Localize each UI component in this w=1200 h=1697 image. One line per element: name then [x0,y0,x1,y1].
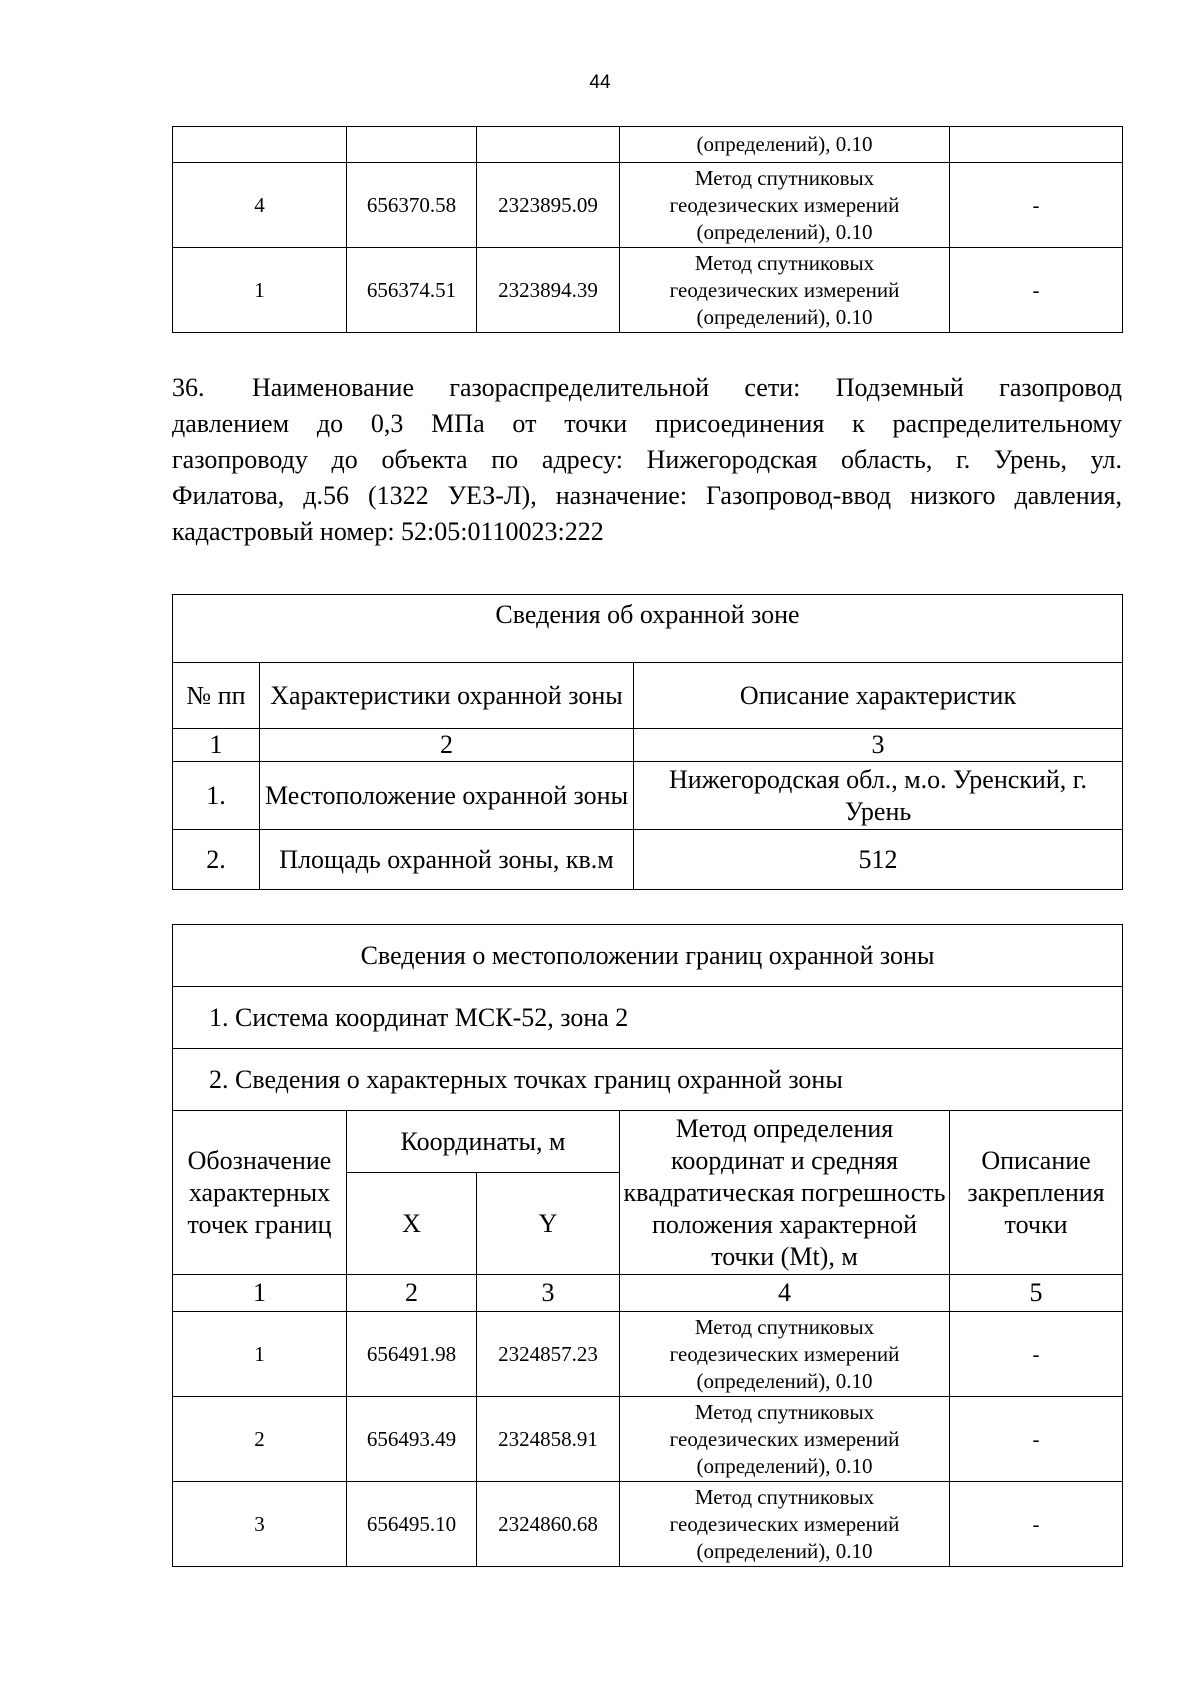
table-row [173,163,1123,248]
coordinates-table-continued [172,126,1123,333]
method-line: (определений), 0.10 [696,304,873,329]
table-row [173,248,1123,333]
header-points: Обозначение характерных точек границ [173,1111,347,1275]
point-cell: 4 [173,163,347,248]
header-cell: Описание характеристик [634,663,1123,729]
desc-cell: - [950,1397,1123,1482]
coordinate-system: 1. Система координат МСК-52, зона 2 [173,987,1123,1049]
col-number: 3 [634,729,1123,762]
table-row [173,1397,1123,1482]
paragraph-line: Филатова, д.56 (1322 УЕЗ-Л), назначение: Газопровод-ввод низкого давления, [172,481,1122,510]
method-line: Метод спутниковых [694,1314,875,1339]
table-row [173,1482,1123,1567]
method-cell [620,1482,950,1567]
col-number: 3 [477,1275,620,1312]
x-cell: 656374.51 [347,248,477,333]
point-cell [173,127,347,163]
method-line: (определений), 0.10 [696,1538,873,1563]
desc-cell: - [950,163,1123,248]
section-paragraph [172,370,1122,550]
description-cell: Нижегородская обл., м.о. Уренский, г. Урень [634,762,1123,830]
point-cell: 1 [173,248,347,333]
row-number: 2. [173,830,260,890]
method-cell [620,1397,950,1482]
desc-cell: - [950,1482,1123,1567]
method-cell [620,127,950,163]
method-cell [620,163,950,248]
y-cell: 2324858.91 [477,1397,620,1482]
point-cell: 2 [173,1397,347,1482]
y-cell: 2324857.23 [477,1312,620,1397]
table-row [173,127,1123,163]
col-number: 1 [173,729,260,762]
method-line: (определений), 0.10 [696,1453,873,1478]
method-line: (определений), 0.10 [696,219,873,244]
y-cell: 2323894.39 [477,248,620,333]
x-cell [347,127,477,163]
x-cell: 656491.98 [347,1312,477,1397]
table-row [173,830,1123,890]
method-cell [620,248,950,333]
method-line: (определений), 0.10 [696,1368,873,1393]
method-line: Метод спутниковых [694,1399,875,1424]
y-cell: 2323895.09 [477,163,620,248]
characteristic-cell: Площадь охранной зоны, кв.м [260,830,634,890]
method-line: Метод спутниковых [694,1484,875,1509]
page-number: 44 [589,72,611,93]
zone-boundaries-table [172,924,1123,1567]
table-header-row [173,663,1123,729]
y-cell: 2324860.68 [477,1482,620,1567]
col-number: 2 [260,729,634,762]
table-row [173,1312,1123,1397]
paragraph-line: газопроводу до объекта по адресу: Нижегородская область, г. Урень, ул. [172,445,1122,474]
column-number-row [173,1275,1123,1312]
col-number: 1 [173,1275,347,1312]
desc-cell: - [950,248,1123,333]
header-coords: Координаты, м [347,1111,620,1173]
col-number: 4 [620,1275,950,1312]
header-y: Y [477,1173,620,1275]
x-cell: 656370.58 [347,163,477,248]
characteristic-cell: Местоположение охранной зоны [260,762,634,830]
method-line: геодезических измерений [669,1511,900,1536]
x-cell: 656495.10 [347,1482,477,1567]
method-line: геодезических измерений [669,277,900,302]
method-line: геодезических измерений [669,1426,900,1451]
header-x: X [347,1173,477,1275]
points-caption: 2. Сведения о характерных точках границ охранной зоны [173,1049,1123,1111]
table-header-row [173,1111,1123,1173]
method-line: геодезических измерений [669,1341,900,1366]
row-number: 1. [173,762,260,830]
col-number: 5 [950,1275,1123,1312]
desc-cell [950,127,1123,163]
method-line: (определений), 0.10 [696,132,873,156]
point-cell: 3 [173,1482,347,1567]
desc-cell: - [950,1312,1123,1397]
paragraph-line: кадастровый номер: 52:05:0110023:222 [172,517,604,546]
table-row [173,762,1123,830]
description-cell: 512 [634,830,1123,890]
col-number: 2 [347,1275,477,1312]
table-title: Сведения об охранной зоне [173,595,1123,663]
section-number: 36. [172,373,205,402]
header-method: Метод определения координат и средняя квадратическая погрешность положения характерной точки (Mt), м [620,1111,950,1275]
method-line: Метод спутниковых [694,250,875,275]
method-line: Метод спутниковых [694,165,875,190]
table-title: Сведения о местоположении границ охранной зоны [173,925,1123,987]
x-cell: 656493.49 [347,1397,477,1482]
paragraph-line: давлением до 0,3 МПа от точки присоединения к распределительному [172,409,1122,438]
method-cell [620,1312,950,1397]
column-number-row [173,729,1123,762]
method-line: геодезических измерений [669,192,900,217]
y-cell [477,127,620,163]
protection-zone-table [172,594,1123,890]
header-cell: Характеристики охранной зоны [260,663,634,729]
paragraph-line: Наименование газораспределительной сети: Подземный газопровод [252,373,1122,402]
point-cell: 1 [173,1312,347,1397]
header-desc: Описание закрепления точки [950,1111,1123,1275]
header-cell: № пп [173,663,260,729]
